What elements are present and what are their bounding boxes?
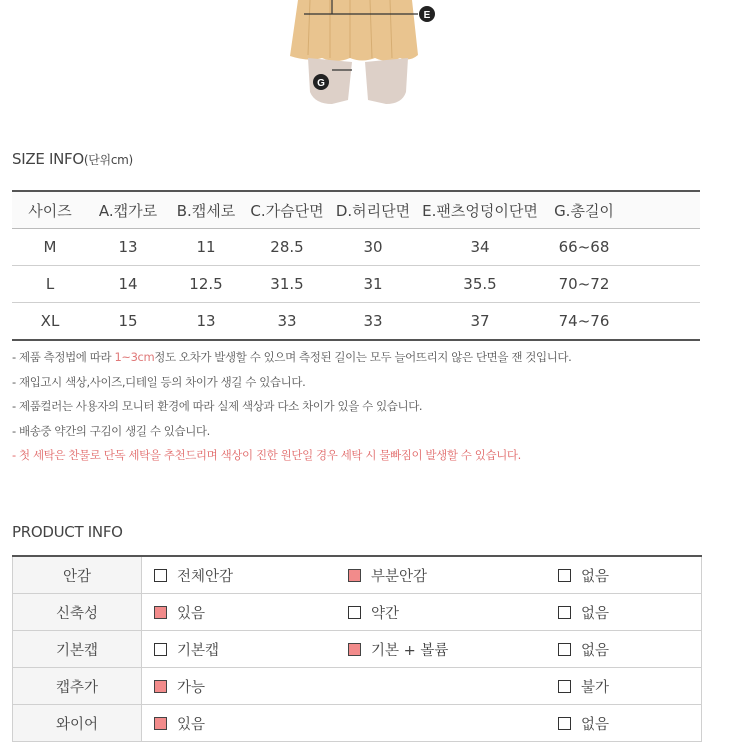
product-info-option-cell <box>336 556 546 594</box>
product-info-option <box>336 565 546 586</box>
size-cell: 12.5 <box>168 266 244 303</box>
size-cell: 35.5 <box>416 266 544 303</box>
size-cell: L <box>12 266 88 303</box>
product-info-option <box>546 602 701 623</box>
product-info-label: 와이어 <box>13 705 142 742</box>
size-cell: 11 <box>168 229 244 266</box>
note-text: 정도 오차가 발생할 수 있으며 측정된 길이는 모두 늘어뜨리지 않은 단면을 잰 것입니다. <box>154 350 572 364</box>
size-table <box>12 190 700 341</box>
product-info-option <box>142 639 336 660</box>
empty-checkbox-icon <box>348 606 361 619</box>
product-info-option <box>142 713 336 734</box>
checked-box-icon <box>348 569 361 582</box>
product-info-table <box>12 555 702 742</box>
size-cell: 31.5 <box>244 266 330 303</box>
product-info-option-cell <box>336 594 546 631</box>
product-info-option-cell <box>142 705 337 742</box>
size-header-spacer <box>624 191 700 229</box>
empty-checkbox-icon <box>558 717 571 730</box>
empty-checkbox-icon <box>558 680 571 693</box>
product-info-option-cell <box>336 705 546 742</box>
table-row <box>12 303 700 341</box>
product-info-option-label: 없음 <box>581 716 610 733</box>
product-info-label: 캡추가 <box>13 668 142 705</box>
size-cell: 34 <box>416 229 544 266</box>
size-cell: 14 <box>88 266 168 303</box>
table-row <box>13 556 702 594</box>
size-cell: 15 <box>88 303 168 341</box>
size-cell: 31 <box>330 266 416 303</box>
product-info-label: 안감 <box>13 556 142 594</box>
note-line <box>12 345 712 370</box>
product-info-option-label: 불가 <box>581 679 610 696</box>
product-info-heading: PRODUCT INFO <box>12 523 123 541</box>
note-line: - 재입고시 색상,사이즈,디테일 등의 차이가 생길 수 있습니다. <box>12 374 306 389</box>
table-row <box>13 705 702 742</box>
product-info-option-cell <box>546 705 702 742</box>
size-cell: 13 <box>88 229 168 266</box>
table-row <box>12 229 700 266</box>
size-cell: 13 <box>168 303 244 341</box>
product-info-option-cell <box>546 556 702 594</box>
size-header-cell: 사이즈 <box>12 191 88 229</box>
checked-box-icon <box>154 606 167 619</box>
empty-checkbox-icon <box>558 606 571 619</box>
product-info-option <box>546 713 701 734</box>
note-line: - 배송중 약간의 구김이 생길 수 있습니다. <box>12 423 210 438</box>
size-header-cell: A.캡가로 <box>88 191 168 229</box>
size-notes <box>12 345 712 468</box>
size-cell: 66~68 <box>544 229 624 266</box>
product-info-option-cell <box>336 668 546 705</box>
product-info-option-label: 없음 <box>581 642 610 659</box>
size-cell: 70~72 <box>544 266 624 303</box>
note-line-warning: - 첫 세탁은 찬물로 단독 세탁을 추천드리며 색상이 진한 원단일 경우 세탁 시 물빠짐이 발생할 수 있습니다. <box>12 448 521 462</box>
product-info-option-label: 가능 <box>177 679 206 696</box>
table-row <box>13 631 702 668</box>
product-info-option <box>546 676 701 697</box>
product-info-option-cell <box>142 668 337 705</box>
marker-g <box>313 74 329 90</box>
product-info-option-cell <box>142 556 337 594</box>
product-info-option <box>336 602 546 623</box>
product-info-option-cell <box>546 594 702 631</box>
empty-checkbox-icon <box>154 569 167 582</box>
product-info-label: 기본캡 <box>13 631 142 668</box>
product-info-option-label: 없음 <box>581 568 610 585</box>
product-info-option-cell <box>142 631 337 668</box>
size-cell: XL <box>12 303 88 341</box>
product-info-option-cell <box>546 668 702 705</box>
size-cell-spacer <box>624 266 700 303</box>
product-info-option-label: 기본캡 <box>177 642 220 659</box>
product-info-label: 신축성 <box>13 594 142 631</box>
svg-text:G: G <box>317 78 325 89</box>
product-info-option <box>142 565 336 586</box>
table-row <box>12 266 700 303</box>
svg-text:E: E <box>423 10 431 21</box>
size-info-title: SIZE INFO <box>12 150 84 168</box>
product-info-option-label: 부분안감 <box>371 568 428 585</box>
product-info-option <box>142 602 336 623</box>
empty-checkbox-icon <box>558 643 571 656</box>
size-cell: 74~76 <box>544 303 624 341</box>
garment-illustration <box>270 0 470 110</box>
product-info-option-cell <box>142 594 337 631</box>
size-header-cell: D.허리단면 <box>330 191 416 229</box>
product-info-option <box>336 639 546 660</box>
size-cell-spacer <box>624 229 700 266</box>
product-info-option-label: 기본 + 볼륨 <box>371 642 449 659</box>
empty-checkbox-icon <box>154 643 167 656</box>
checked-box-icon <box>154 717 167 730</box>
size-header-cell: E.팬츠엉덩이단면 <box>416 191 544 229</box>
product-info-option <box>142 676 336 697</box>
size-info-heading <box>12 150 133 168</box>
size-header-cell: C.가슴단면 <box>244 191 330 229</box>
checked-box-icon <box>154 680 167 693</box>
product-info-option-label: 있음 <box>177 605 206 622</box>
product-info-option <box>546 565 701 586</box>
product-info-option-label: 전체안감 <box>177 568 234 585</box>
product-info-option-label: 없음 <box>581 605 610 622</box>
size-cell: M <box>12 229 88 266</box>
note-highlight: 1~3cm <box>114 350 155 364</box>
note-text: - 제품 측정법에 따라 <box>12 350 115 364</box>
note-line: - 제품컬러는 사용자의 모니터 환경에 따라 실제 색상과 다소 차이가 있을 수 있습니다. <box>12 399 423 413</box>
size-cell: 37 <box>416 303 544 341</box>
size-header-cell: G.총길이 <box>544 191 624 229</box>
checked-box-icon <box>348 643 361 656</box>
product-info-option-label: 있음 <box>177 716 206 733</box>
empty-checkbox-icon <box>558 569 571 582</box>
size-header-cell: B.캡세로 <box>168 191 244 229</box>
size-cell: 33 <box>330 303 416 341</box>
product-info-option-label: 약간 <box>371 605 400 622</box>
size-cell: 30 <box>330 229 416 266</box>
marker-e <box>419 6 435 22</box>
product-info-option <box>546 639 701 660</box>
size-cell-spacer <box>624 303 700 341</box>
table-row <box>13 594 702 631</box>
size-cell: 33 <box>244 303 330 341</box>
product-info-option-cell <box>336 631 546 668</box>
table-row <box>13 668 702 705</box>
size-info-unit: (단위cm) <box>83 153 133 167</box>
size-cell: 28.5 <box>244 229 330 266</box>
size-table-header-row <box>12 191 700 229</box>
product-info-option-cell <box>546 631 702 668</box>
